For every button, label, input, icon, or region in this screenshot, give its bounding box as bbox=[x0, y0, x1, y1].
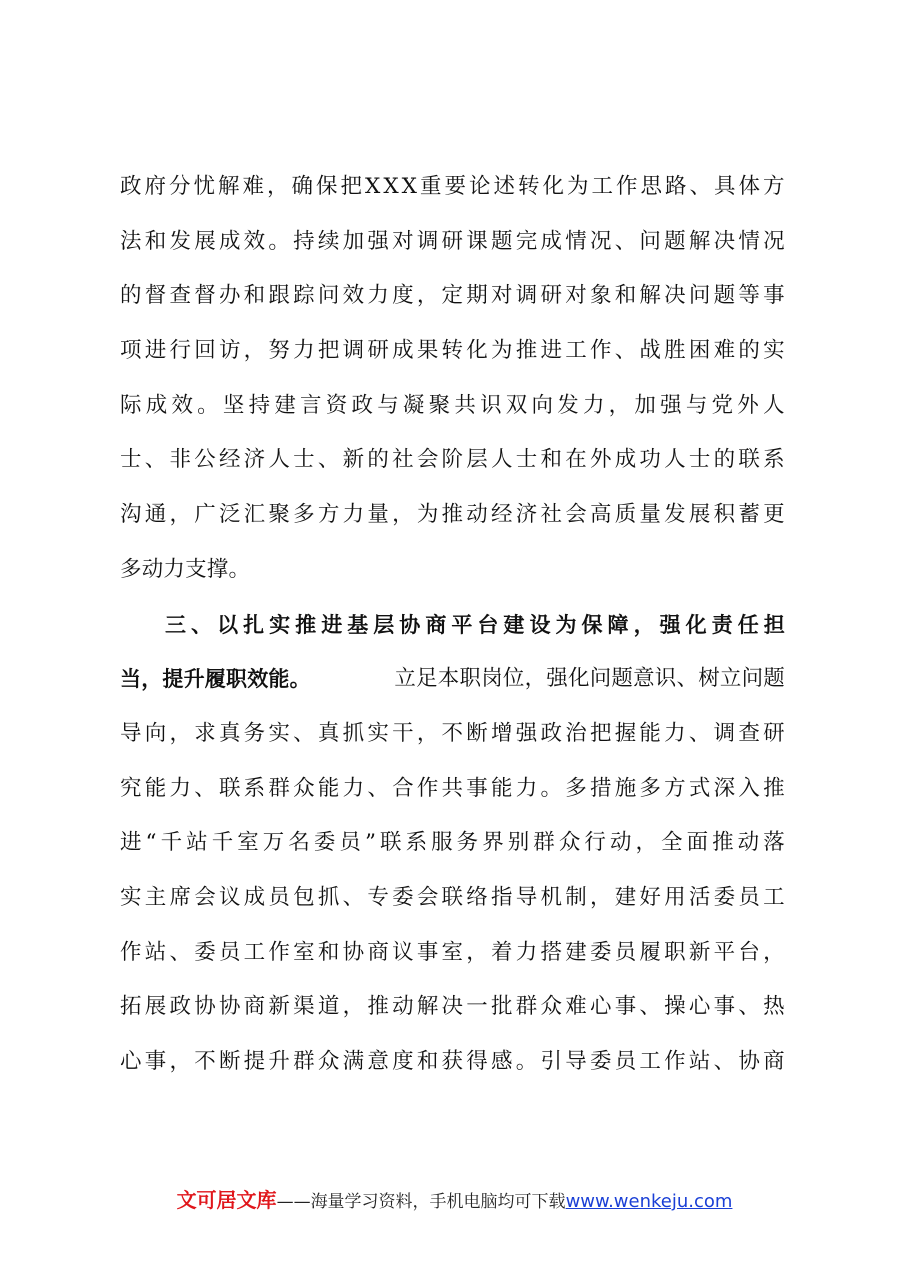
section-line-7: 作 站 、 委 员 工 作 室 和 协 商 议 事 室 ， 着 力 搭 建 委 员 履 职 新 平 台 ， bbox=[120, 939, 785, 965]
section-line-4: 究 能 力 、 联 系 群 众 能 力 、 合 作 共 事 能 力 。 多 措 施 多 方 式 深 入 推 bbox=[120, 775, 785, 801]
footer-brand: 文可居文库 bbox=[176, 1188, 277, 1212]
paragraph-line-8: 多动力支撑。 bbox=[120, 556, 251, 582]
section-line-3: 导 向 ， 求 真 务 实 、 真 抓 实 干 ， 不 断 增 强 政 治 把 握 能 力 、 调 查 研 bbox=[120, 720, 785, 746]
body-text bbox=[120, 160, 785, 1090]
footer-tagline: ——海量学习资料，手机电脑均可下载 bbox=[276, 1192, 566, 1212]
section-heading-line-2 bbox=[120, 652, 785, 707]
paragraph-line-2: 法 和 发 展 成 效 。 持 续 加 强 对 调 研 课 题 完 成 情 况 、 问 题 解 决 情 况 bbox=[120, 228, 785, 254]
paragraph-line-5: 际 成 效 。 坚 持 建 言 资 政 与 凝 聚 共 识 双 向 发 力 ， 加 强 与 党 外 人 bbox=[120, 392, 785, 418]
paragraph-line-4: 项 进 行 回 访 ， 努 力 把 调 研 成 果 转 化 为 推 进 工 作 、 战 胜 困 难 的 实 bbox=[120, 338, 785, 364]
section-line-5: 进 “ 千 站 千 室 万 名 委 员 ” 联 系 服 务 界 别 群 众 行 动 ， 全 面 推 动 落 bbox=[120, 830, 785, 856]
section-line-9: 心 事 ， 不 断 提 升 群 众 满 意 度 和 获 得 感 。 引 导 委 员 工 作 站 、 协 商 bbox=[120, 1049, 785, 1074]
paragraph-line-6: 士 、 非 公 经 济 人 士 、 新 的 社 会 阶 层 人 士 和 在 外 成 功 人 士 的 联 系 bbox=[120, 447, 785, 473]
paragraph-line-3: 的 督 查 督 办 和 跟 踪 问 效 力 度 ， 定 期 对 调 研 对 象 和 解 决 问 题 等 事 bbox=[120, 283, 785, 309]
section-line-8: 拓 展 政 协 协 商 新 渠 道 ， 推 动 解 决 一 批 群 众 难 心 事 、 操 心 事 、 热 bbox=[120, 994, 785, 1020]
paragraph-line-7: 沟 通 ， 广 泛 汇 聚 多 方 力 量 ， 为 推 动 经 济 社 会 高 质 量 发 展 积 蓄 更 bbox=[120, 502, 785, 528]
footer-website-link[interactable]: www.wenkeju.com bbox=[565, 1191, 733, 1212]
section-line-6: 实 主 席 会 议 成 员 包 抓 、 专 委 会 联 络 指 导 机 制 ， 建 好 用 活 委 员 工 bbox=[120, 884, 785, 910]
section-line-2-text: 立足本职岗位，强化问题意识、树立问题 bbox=[394, 666, 785, 692]
section-heading-tail: 当，提升履职效能。 bbox=[120, 667, 311, 692]
section-heading-line-1: 三 、 以 扎 实 推 进 基 层 协 商 平 台 建 设 为 保 障 ， 强 化 责 任 担 bbox=[165, 612, 785, 637]
paragraph-line-1: 政 府 分 忧 解 难 ， 确 保 把 X X X 重 要 论 述 转 化 为 工 作 思 路 、 具 体 方 bbox=[120, 174, 785, 199]
footer-banner bbox=[0, 1184, 909, 1213]
